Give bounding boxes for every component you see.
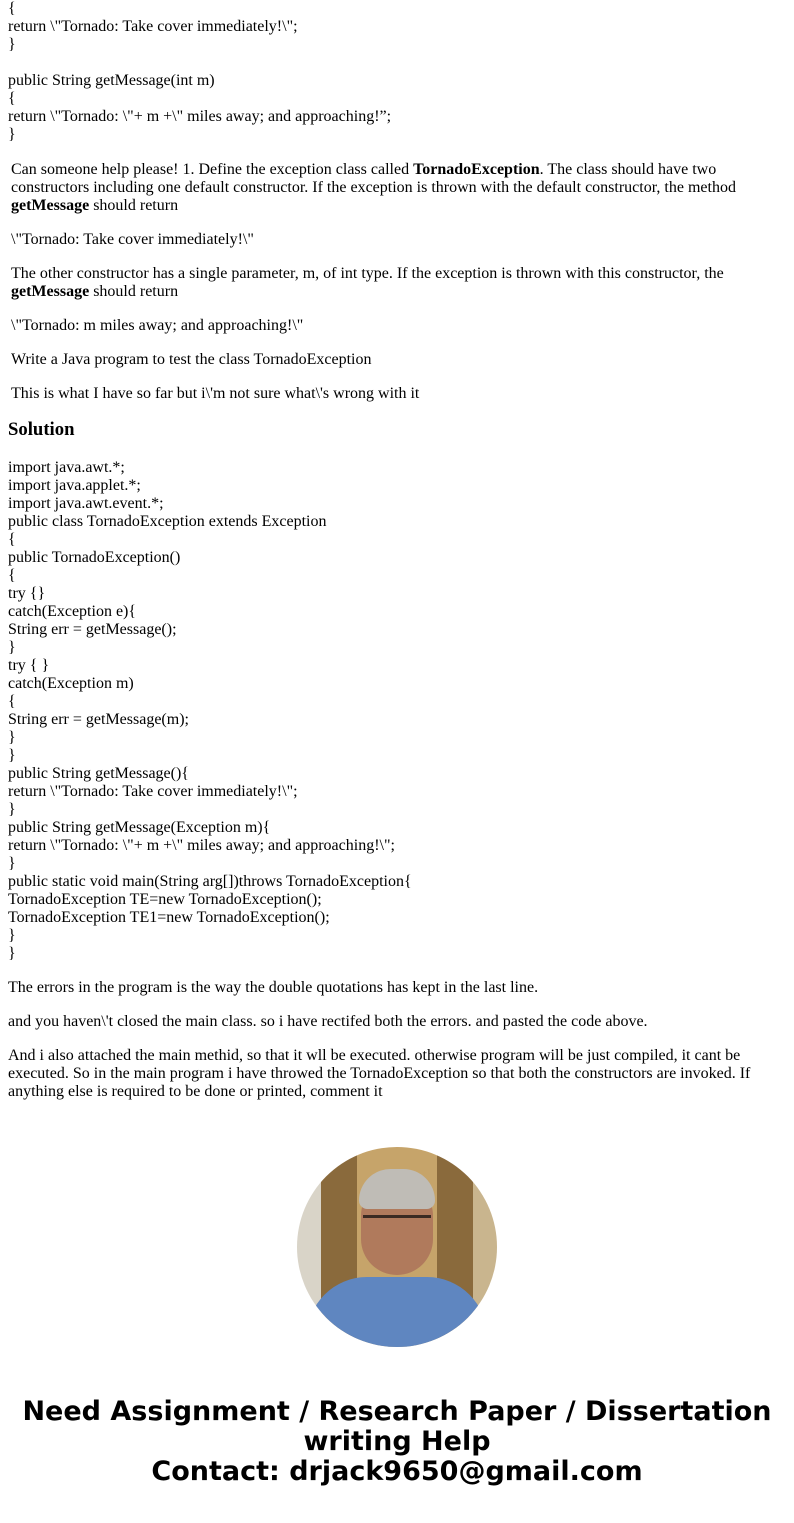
text: . The class should have two constructors including one default constructor. If the exception is thrown with the default constructor, the method <box>11 161 736 196</box>
code-line: import java.awt.event.*; <box>8 495 164 512</box>
code-line: return \"Tornado: Take cover immediately!\"; <box>8 783 298 800</box>
class-name: TornadoException <box>413 161 540 178</box>
text: should return <box>89 197 179 214</box>
answer-paragraph: The errors in the program is the way the double quotations has kept in the last line. <box>8 979 539 996</box>
code-line: } <box>8 126 16 143</box>
code-line: return \"Tornado: Take cover immediately!\"; <box>8 18 298 35</box>
code-line <box>8 54 786 72</box>
answer-paragraph: and you haven\'t closed the main class. so i have rectifed both the errors. and pasted the code above. <box>8 1013 648 1030</box>
question-paragraph: \"Tornado: Take cover immediately!\" <box>11 231 254 248</box>
solution-code-block <box>8 459 786 963</box>
code-line: public TornadoException() <box>8 549 181 566</box>
answer-paragraph: And i also attached the main methid, so that it wll be executed. otherwise program will be just compiled, it cant be executed. So in the main program i have throwed the TornadoException so that both the constructors are invoked. If anything else is required to be done or printed, comment it <box>8 1047 751 1100</box>
code-line: catch(Exception m) <box>8 675 134 692</box>
code-line: } <box>8 729 16 746</box>
code-line: } <box>8 927 16 944</box>
code-line: catch(Exception e){ <box>8 603 137 620</box>
method-name: getMessage <box>11 197 90 214</box>
footer-headline: Need Assignment / Research Paper / Dissertation writing Help <box>22 1396 772 1457</box>
text: The other constructor has a single parameter, m, of int type. If the exception is thrown with this constructor, the <box>11 265 724 282</box>
method-name: getMessage <box>11 283 90 300</box>
text: should return <box>89 283 179 300</box>
code-line: TornadoException TE=new TornadoException(); <box>8 891 322 908</box>
footer-ad <box>8 1397 786 1487</box>
code-line: String err = getMessage(m); <box>8 711 189 728</box>
code-line: { <box>8 693 16 710</box>
code-line: } <box>8 639 16 656</box>
code-line: { <box>8 567 16 584</box>
code-line: import java.awt.*; <box>8 459 125 476</box>
code-line: public static void main(String arg[])throws TornadoException{ <box>8 873 412 890</box>
code-line: public String getMessage(int m) <box>8 72 215 89</box>
code-line: return \"Tornado: \"+ m +\" miles away; and approaching!\"; <box>8 837 395 854</box>
author-avatar <box>297 1147 497 1347</box>
question-paragraph <box>11 161 786 215</box>
code-line: TornadoException TE1=new TornadoException(); <box>8 909 330 926</box>
code-line: { <box>8 531 16 548</box>
question-paragraph: \"Tornado: m miles away; and approaching!\" <box>11 317 304 334</box>
answer <box>8 979 786 1101</box>
footer-contact: Contact: drjack9650@gmail.com <box>151 1456 643 1487</box>
code-line: { <box>8 90 16 107</box>
question-paragraph <box>11 265 786 301</box>
question-paragraph: This is what I have so far but i\'m not sure what\'s wrong with it <box>11 385 420 402</box>
code-line: { <box>8 0 16 17</box>
top-code-block <box>8 0 786 144</box>
code-line: public String getMessage(Exception m){ <box>8 819 271 836</box>
code-line: return \"Tornado: \"+ m +\" miles away; and approaching!”; <box>8 108 392 125</box>
avatar-glasses <box>363 1215 431 1236</box>
code-line: String err = getMessage(); <box>8 621 177 638</box>
text: Can someone help please! 1. Define the exception class called <box>11 161 414 178</box>
code-line: public String getMessage(){ <box>8 765 189 782</box>
question <box>8 161 786 403</box>
code-line: } <box>8 801 16 818</box>
code-line: public class TornadoException extends Exception <box>8 513 327 530</box>
code-line: import java.applet.*; <box>8 477 141 494</box>
avatar-shirt <box>307 1277 487 1347</box>
question-paragraph: Write a Java program to test the class TornadoException <box>11 351 372 368</box>
code-line: } <box>8 747 16 764</box>
code-line: try { } <box>8 657 50 674</box>
code-line: } <box>8 36 16 53</box>
code-line: } <box>8 855 16 872</box>
code-line: try {} <box>8 585 46 602</box>
code-line: } <box>8 945 16 962</box>
solution-heading: Solution <box>8 419 75 440</box>
avatar-hair <box>359 1169 435 1209</box>
